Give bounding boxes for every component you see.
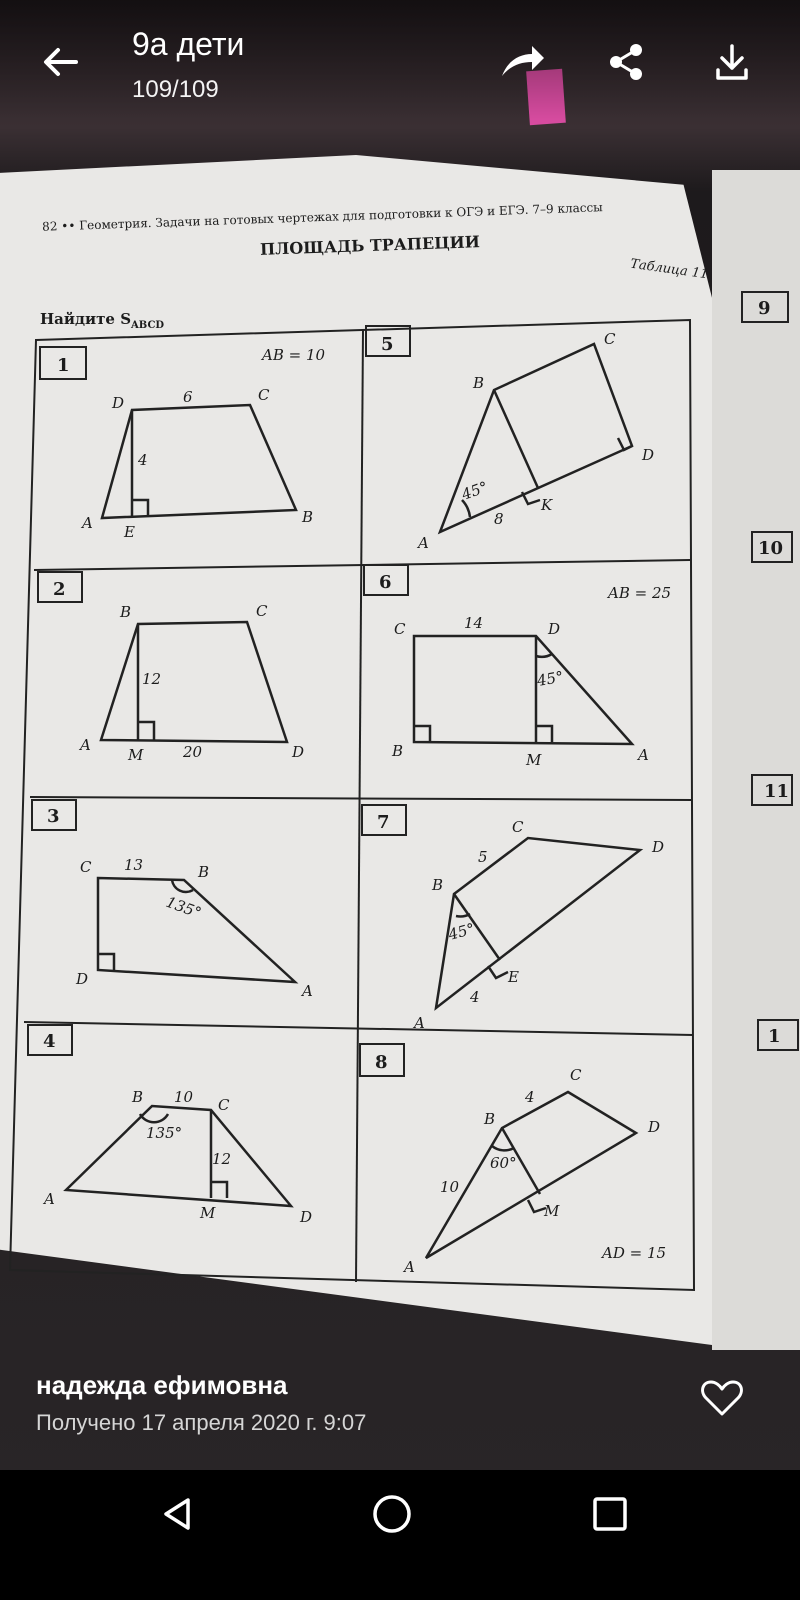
back-arrow-icon[interactable] [34,36,86,88]
figure-5 [440,344,632,532]
recents-square-icon[interactable] [584,1488,636,1540]
svg-text:B: B [484,1110,496,1128]
svg-text:10: 10 [758,538,784,559]
svg-text:9: 9 [758,298,771,319]
svg-text:D: D [548,620,561,638]
problem-3-num: 3 [47,806,60,827]
svg-text:A: A [80,736,91,754]
svg-text:60°: 60° [490,1154,517,1172]
svg-text:A: A [302,982,313,1000]
svg-text:1: 1 [768,1026,781,1047]
svg-text:B: B [392,742,404,760]
sender-name: надежда ефимовна [36,1370,288,1400]
figure-8 [426,1092,636,1258]
figure-1 [102,405,296,518]
home-circle-icon[interactable] [366,1488,418,1540]
svg-text:45°: 45° [459,477,491,504]
svg-text:K: K [541,496,553,514]
svg-text:A: A [414,1014,425,1032]
svg-text:135°: 135° [146,1124,183,1142]
svg-text:5: 5 [478,848,488,866]
svg-text:6: 6 [183,388,193,406]
problem-5-num: 5 [381,334,394,355]
svg-text:8: 8 [494,510,504,528]
photo-counter: 109/109 [132,76,219,103]
svg-text:AD = 15: AD = 15 [602,1244,667,1262]
svg-text:D: D [652,838,665,856]
received-timestamp: Получено 17 апреля 2020 г. 9:07 [36,1410,367,1435]
svg-text:C: C [394,620,406,638]
svg-text:10: 10 [440,1178,460,1196]
svg-text:B: B [473,374,485,392]
svg-text:E: E [508,968,519,986]
problem-6-num: 6 [379,572,392,593]
problem-7-num: 7 [377,812,390,833]
svg-text:D: D [76,970,89,988]
svg-text:45°: 45° [446,919,477,944]
svg-text:A: A [404,1258,415,1276]
svg-text:D: D [292,743,305,761]
svg-text:C: C [512,818,524,836]
svg-text:4: 4 [470,988,480,1006]
svg-text:D: D [648,1118,661,1136]
svg-text:D: D [112,394,125,412]
figure-2 [101,622,287,742]
svg-text:12: 12 [142,670,162,688]
svg-text:4: 4 [525,1088,535,1106]
instruction-sub: ABCD [131,320,165,331]
svg-text:B: B [120,603,132,621]
svg-text:C: C [218,1096,230,1114]
figure-4 [66,1106,291,1206]
svg-text:11: 11 [764,781,790,802]
svg-text:M: M [526,751,542,769]
svg-text:D: D [300,1208,313,1226]
svg-text:4: 4 [138,451,148,469]
top-bar [0,0,800,120]
back-triangle-icon[interactable] [152,1488,204,1540]
figure-3 [98,878,295,982]
svg-text:C: C [258,386,270,404]
problem-4-num: 4 [43,1031,56,1052]
svg-text:C: C [80,858,92,876]
svg-text:135°: 135° [163,892,204,923]
svg-text:C: C [604,330,616,348]
svg-text:A: A [418,534,429,552]
svg-text:C: C [256,602,268,620]
svg-text:A: A [638,746,649,764]
svg-text:20: 20 [183,743,203,761]
svg-text:D: D [642,446,655,464]
album-title: 9а дети [132,26,245,62]
problem-8-num: 8 [375,1052,388,1073]
svg-text:12: 12 [212,1150,232,1168]
download-icon[interactable] [706,36,758,88]
share-icon[interactable] [600,36,652,88]
table-label: Таблица 11 [629,256,710,283]
problem-1-num: 1 [57,355,70,376]
svg-text:B: B [432,876,444,894]
svg-text:A: A [44,1190,55,1208]
worksheet-title: ПЛОЩАДЬ ТРАПЕЦИИ [259,232,481,259]
svg-text:E: E [124,523,135,541]
svg-text:14: 14 [464,614,484,632]
svg-text:13: 13 [124,856,144,874]
svg-text:45°: 45° [535,667,565,690]
svg-text:AB = 25: AB = 25 [608,584,672,602]
svg-text:M: M [544,1202,560,1220]
svg-text:B: B [302,508,314,526]
heart-icon[interactable] [696,1372,748,1424]
system-nav-bar [0,1470,800,1600]
figure-6 [414,636,632,744]
svg-text:M: M [200,1204,216,1222]
problem-2-num: 2 [53,579,66,600]
svg-text:10: 10 [174,1088,194,1106]
svg-text:AB = 10: AB = 10 [262,346,326,364]
svg-text:M: M [128,746,144,764]
page-header: 82 •• Геометрия. Задачи на готовых чертежах для подготовки к ОГЭ и ЕГЭ. 7–9 классы [41,200,603,234]
instruction-text: Найдите S [40,310,132,328]
forward-icon[interactable] [496,36,548,88]
svg-text:C: C [570,1066,582,1084]
svg-text:B: B [132,1088,144,1106]
svg-text:A: A [82,514,93,532]
svg-text:B: B [198,863,210,881]
